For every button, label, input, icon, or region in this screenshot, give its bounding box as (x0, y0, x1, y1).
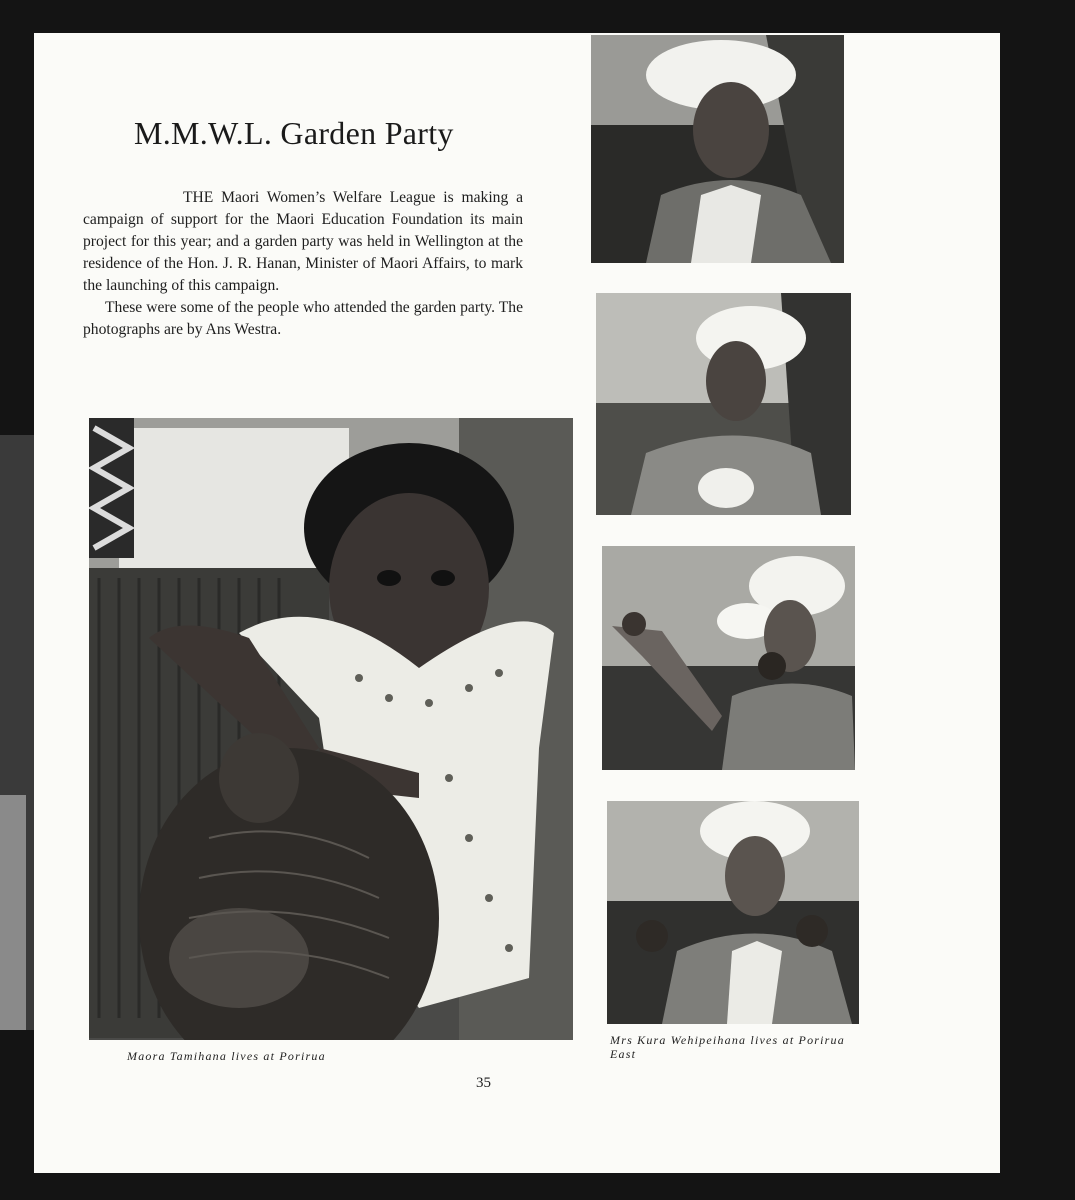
side-photos-caption: Mrs Kura Wehipeihana lives at Porirua East (610, 1033, 845, 1061)
main-photo-child-with-carving (89, 418, 573, 1040)
portrait-photo-1 (591, 35, 844, 263)
portrait-photo-2 (596, 293, 851, 515)
paragraph-2: These were some of the people who attended the garden party. The photographs are by Ans Westra. (83, 299, 523, 338)
paragraph-1: THE Maori Women’s Welfare League is making a campaign of support for the Maori Education Foundation its main project for this year; and a garden party was held in Wellington at the residence of the Hon. J. R. Hanan, Minister of Maori Affairs, to mark the launching of this campaign. (83, 189, 523, 294)
page-number: 35 (476, 1075, 491, 1091)
lead-word: THE (183, 189, 214, 206)
portrait-photo-4 (607, 801, 859, 1024)
article-title: M.M.W.L. Garden Party (134, 115, 454, 151)
adjacent-page-photo-edge (0, 435, 34, 1030)
magazine-page (34, 33, 1000, 1173)
portrait-photo-3 (602, 546, 855, 770)
article-body (83, 187, 523, 341)
main-photo-caption: Maora Tamihana lives at Porirua (127, 1049, 326, 1063)
